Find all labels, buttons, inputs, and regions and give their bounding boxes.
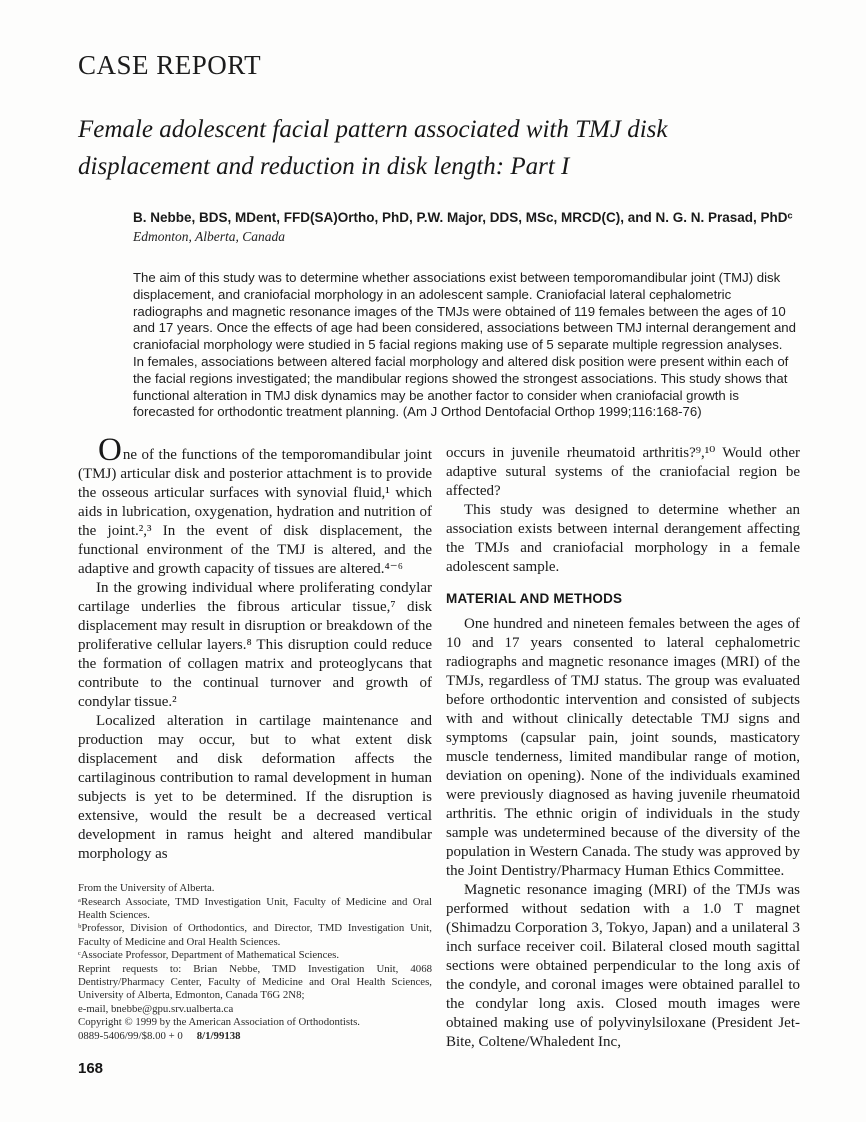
article-title-line1: Female adolescent facial pattern associated with TMJ disk <box>78 116 668 143</box>
body-paragraph: One hundred and nineteen females between the ages of 10 and 17 years consented to lateral cephalometric radiographs and magnetic resonance images (MRI) of the TMJs, regardless of TMJ status. The group was evaluated before orthodontic intervention and consisted of subjects with and without clinically detectable TMJ signs and symptoms (capsular pain, joint sounds, masticatory muscle tenderness, limited mandibular range of motion, deviation on opening). None of the individuals examined were previously diagnosed as having juvenile rheumatoid arthritis. The ethnic origin of individuals in the study sample was undetermined because of the diversity of the population in Western Canada. The study was approved by the Joint Dentistry/Pharmacy Human Ethics Committee. <box>446 616 800 880</box>
footnote-copyright: Copyright © 1999 by the American Association of Orthodontists. <box>78 1016 360 1029</box>
body-paragraph: This study was designed to determine whether an association exists between internal derangement affecting the TMJs and craniofacial morphology in a female adolescent sample. <box>446 502 800 576</box>
article-type-kicker: CASE REPORT <box>78 50 262 80</box>
footnote-reprint: Reprint requests to: Brian Nebbe, TMD Investigation Unit, 4068 Dentistry/Pharmacy Center, Faculty of Medicine and Oral Health Sciences, University of Alberta, Edmonton, Canada T6G 2N8; <box>78 962 432 1002</box>
footnote-b: ᵇProfessor, Division of Orthodontics, and Director, TMD Investigation Unit, Faculty of Medicine and Oral Health Sciences. <box>78 922 432 948</box>
left-column <box>78 432 432 1078</box>
abstract-paragraph: The aim of this study was to determine whether associations exist between temporomandibular joint (TMJ) disk displacement, and craniofacial morphology in an adolescent sample. Craniofacial lateral cephalometric radiographs and magnetic resonance images of the TMJs were obtained of 119 females between the ages of 10 and 17 years. Once the effects of age had been considered, associations between TMJ internal derangement and craniofacial morphology were studied in 5 facial regions making use of 5 separate multiple regression analyses. In females, associations between altered facial morphology and altered disk position were present within each of the facial regions investigated; the mandibular regions showed the strongest associations. This study shows that functional alteration in TMJ disk dynamics may be another factor to consider when craniofacial growth is forecasted for orthodontic treatment planning. (Am J Orthod Dentofacial Orthop 1999;116:168-76) <box>133 270 796 420</box>
footnote-c: ᶜAssociate Professor, Department of Mathematical Sciences. <box>78 949 340 962</box>
section-heading-material-and-methods: MATERIAL AND METHODS <box>446 591 623 607</box>
body-columns <box>78 432 800 1078</box>
page-number: 168 <box>78 1060 104 1078</box>
body-paragraph-continued: occurs in juvenile rheumatoid arthritis?⁹,¹⁰ Would other adaptive sutural systems of the craniofacial region be affected? <box>446 445 800 500</box>
body-paragraph: Localized alteration in cartilage maintenance and production may occur, but to what extent disk displacement and disk deformation affects the cartilaginous contribution to ramal development in human subjects is yet to be determined. If the disruption is extensive, would the result be a decreased vertical development in ramus height and altered mandibular morphology as <box>78 713 432 863</box>
body-paragraph-intro <box>78 432 432 579</box>
article-title <box>78 111 800 185</box>
body-paragraph: In the growing individual where proliferating condylar cartilage underlies the fibrous articular tissue,⁷ disk displacement may result in disruption or breakdown of the proliferative cellular layers.⁸ This disruption could reduce the formation of collagen matrix and proteoglycans that contribute to the continual turnover and growth of condylar tissue.² <box>78 580 432 711</box>
issn-text: 0889-5406/99/$8.00 + 0 <box>78 1029 183 1042</box>
affiliation-line: Edmonton, Alberta, Canada <box>133 229 286 244</box>
article-title-line2: displacement and reduction in disk length: Part I <box>78 153 570 180</box>
body-paragraph-intro-text: ne of the functions of the temporomandibular joint (TMJ) articular disk and posterior attachment is to provide the osseous articular surfaces with synovial fluid,¹ which aids in lubrication, oxygenation, hydration and nutrition of the joint.²,³ In the event of disk displacement, the functional environment of the TMJ is altered, and the adaptive and growth capacity of tissues are altered.⁴⁻⁶ <box>78 447 432 578</box>
authors-line: B. Nebbe, BDS, MDent, FFD(SA)Ortho, PhD, P.W. Major, DDS, MSc, MRCD(C), and N. G. N. Prasad, PhDᶜ <box>133 210 793 225</box>
dropcap-initial: O <box>98 432 123 469</box>
publication-code: 8/1/99138 <box>196 1029 241 1042</box>
right-column <box>446 444 800 1077</box>
footnote-issn-line <box>78 1030 432 1043</box>
article-meta <box>133 209 800 245</box>
footnote-source: From the University of Alberta. <box>78 882 215 895</box>
body-paragraph: Magnetic resonance imaging (MRI) of the TMJs was performed without sedation with a 1.0 T magnet (Shimadzu Corporation 3, Tokyo, Japan) and a unilateral 3 inch surface receiver coil. Bilateral closed mouth sagittal sections were obtained perpendicular to the long axis of the condyle, and coronal images were obtained parallel to the condylar long axis. Closed mouth images were obtained making use of polyvinylsiloxane (President Jet-Bite, Coltene/Whaledent Inc, <box>446 882 800 1051</box>
footnote-a: ᵃResearch Associate, TMD Investigation Unit, Faculty of Medicine and Oral Health Sciences. <box>78 895 432 921</box>
footnote-email: e-mail, bnebbe@gpu.srv.ualberta.ca <box>78 1002 234 1015</box>
footnotes-block <box>78 882 432 1043</box>
